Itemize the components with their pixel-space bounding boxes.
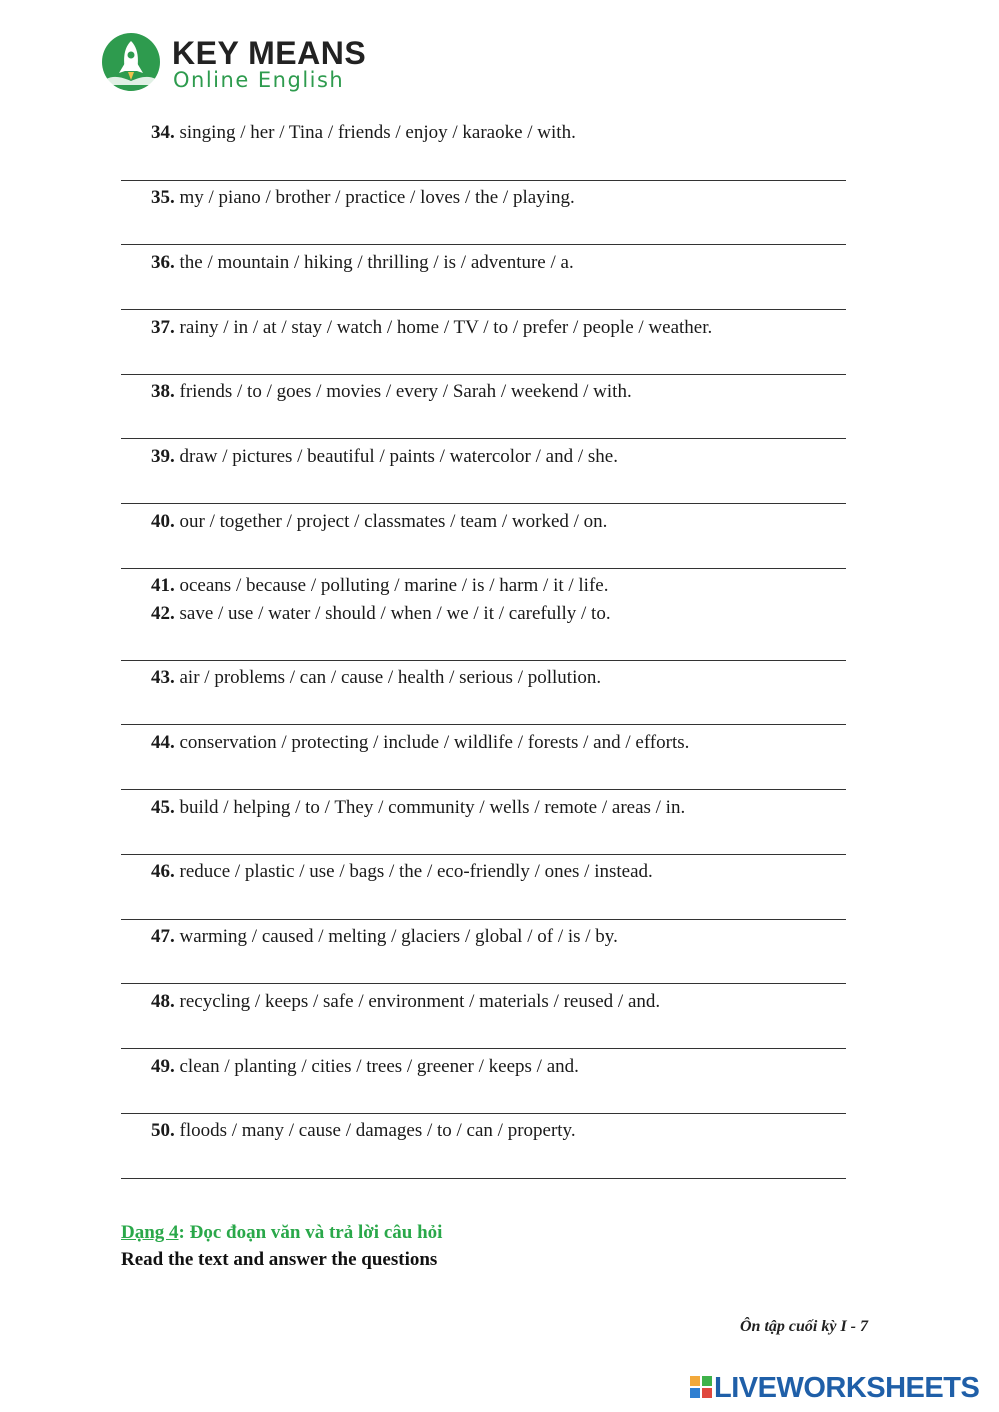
answer-line-34[interactable] xyxy=(121,180,846,181)
answer-line-42[interactable] xyxy=(121,660,846,661)
brand-logo xyxy=(100,33,400,93)
answer-line-39[interactable] xyxy=(121,503,846,504)
answer-line-48[interactable] xyxy=(121,1048,846,1049)
exercise-45: 45. build / helping / to / They / community / wells / remote / areas / in. xyxy=(151,797,686,818)
answer-line-37[interactable] xyxy=(121,374,846,375)
exercise-34: 34. singing / her / Tina / friends / enjoy / karaoke / with. xyxy=(151,122,576,143)
answer-line-46[interactable] xyxy=(121,919,846,920)
exercise-38: 38. friends / to / goes / movies / every / Sarah / weekend / with. xyxy=(151,381,632,402)
section-tag: Dạng 4 xyxy=(121,1222,179,1243)
exercise-42: 42. save / use / water / should / when / we / it / carefully / to. xyxy=(151,603,611,624)
exercise-37: 37. rainy / in / at / stay / watch / home / TV / to / prefer / people / weather. xyxy=(151,317,713,338)
exercise-39: 39. draw / pictures / beautiful / paints / watercolor / and / she. xyxy=(151,446,618,467)
section-title-text: : Đọc đoạn văn và trả lời câu hỏi xyxy=(178,1222,443,1243)
answer-line-47[interactable] xyxy=(121,983,846,984)
watermark-text: LIVEWORKSHEETS xyxy=(714,1372,980,1404)
answer-line-38[interactable] xyxy=(121,438,846,439)
liveworksheets-watermark xyxy=(690,1372,990,1402)
answer-line-49[interactable] xyxy=(121,1113,846,1114)
answer-line-40[interactable] xyxy=(121,568,846,569)
brand-subtitle: Online English xyxy=(173,68,345,92)
exercise-36: 36. the / mountain / hiking / thrilling / is / adventure / a. xyxy=(151,252,574,273)
exercise-35: 35. my / piano / brother / practice / loves / the / playing. xyxy=(151,187,575,208)
section-heading xyxy=(121,1222,442,1244)
answer-line-45[interactable] xyxy=(121,854,846,855)
exercise-44: 44. conservation / protecting / include / wildlife / forests / and / efforts. xyxy=(151,732,690,753)
liveworksheets-logo-icon xyxy=(690,1376,712,1398)
page-footer-label: Ôn tập cuối kỳ I - 7 xyxy=(740,1318,868,1335)
exercise-47: 47. warming / caused / melting / glaciers / global / of / is / by. xyxy=(151,926,618,947)
answer-line-43[interactable] xyxy=(121,724,846,725)
exercise-43: 43. air / problems / can / cause / health / serious / pollution. xyxy=(151,667,602,688)
rocket-icon xyxy=(100,33,164,91)
exercise-48: 48. recycling / keeps / safe / environment / materials / reused / and. xyxy=(151,991,661,1012)
answer-line-35[interactable] xyxy=(121,244,846,245)
exercise-49: 49. clean / planting / cities / trees / greener / keeps / and. xyxy=(151,1056,579,1077)
brand-title: KEY MEANS xyxy=(172,35,367,71)
exercise-50: 50. floods / many / cause / damages / to / can / property. xyxy=(151,1120,576,1141)
exercise-41: 41. oceans / because / polluting / marine / is / harm / it / life. xyxy=(151,575,609,596)
section-instruction: Read the text and answer the questions xyxy=(121,1249,438,1270)
answer-line-50[interactable] xyxy=(121,1178,846,1179)
exercise-46: 46. reduce / plastic / use / bags / the / eco-friendly / ones / instead. xyxy=(151,861,653,882)
answer-line-36[interactable] xyxy=(121,309,846,310)
exercise-40: 40. our / together / project / classmates / team / worked / on. xyxy=(151,511,608,532)
answer-line-44[interactable] xyxy=(121,789,846,790)
